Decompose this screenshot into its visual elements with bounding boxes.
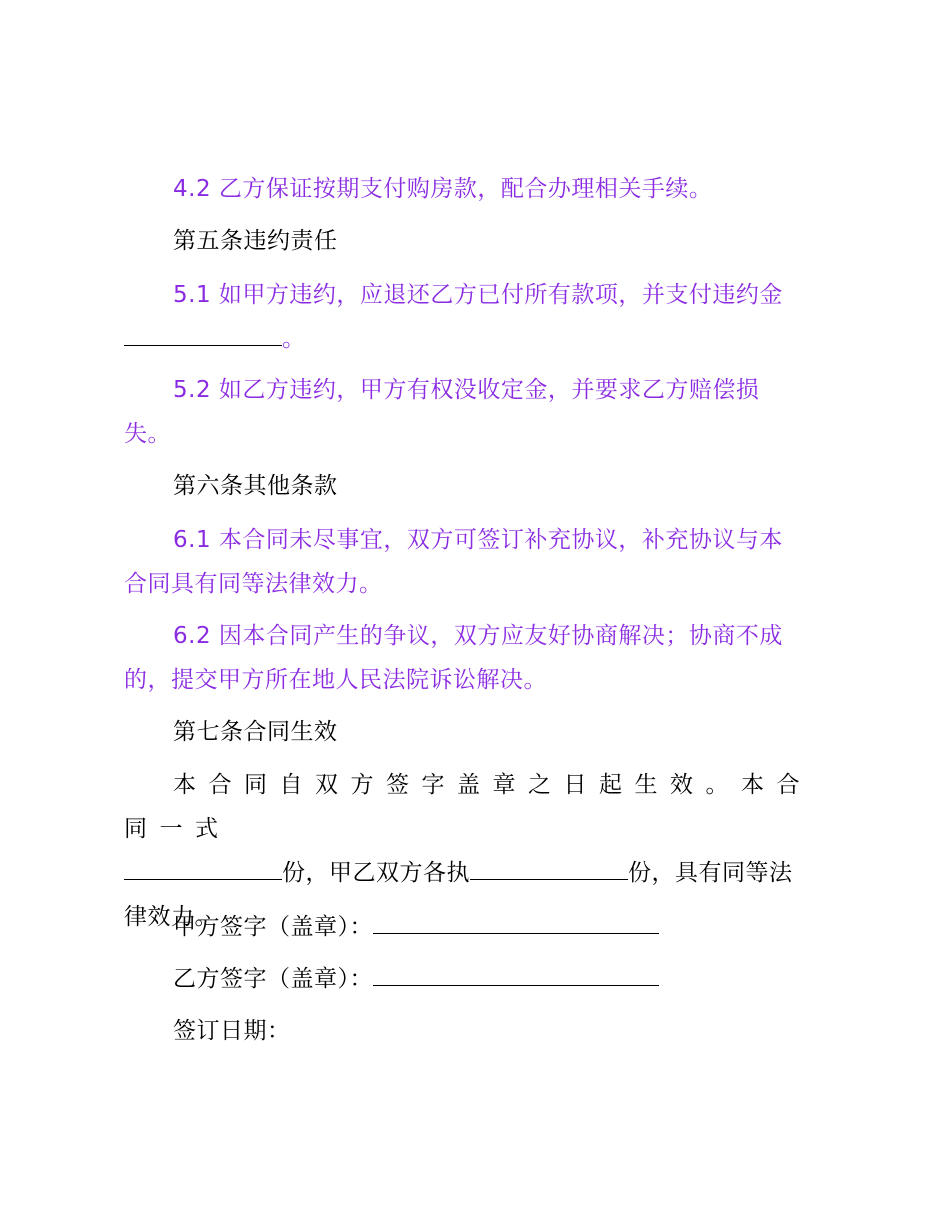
article-7-heading <box>124 710 834 754</box>
clause-6-1 <box>124 518 834 606</box>
copies-total-blank <box>124 853 282 880</box>
article-6-title: 第六条其他条款 <box>173 473 338 499</box>
party-b-signature-label: 乙方签字（盖章）： <box>173 966 373 992</box>
clause-4-2 <box>124 167 834 211</box>
copies-each-blank <box>470 853 628 880</box>
party-a-signature-label: 甲方签字（盖章）： <box>173 914 373 940</box>
clause-6-1-line2: 合同具有同等法律效力。 <box>124 571 383 597</box>
party-b-signature-line <box>373 959 659 986</box>
clause-7-line1: 本合同自双方签字盖章之日起生效。本合同一式 <box>124 772 812 842</box>
clause-6-2-line2: 的，提交甲方所在地人民法院诉讼解决。 <box>124 667 547 693</box>
clause-5-1-end: 。 <box>282 326 306 352</box>
clause-5-2-line2: 失。 <box>124 421 171 447</box>
signing-date <box>124 1009 834 1053</box>
clause-5-2 <box>124 368 834 456</box>
article-7-title: 第七条合同生效 <box>173 719 338 745</box>
clause-6-2 <box>124 614 834 702</box>
clause-7-copies-text: 份，甲乙双方各执 <box>282 860 470 886</box>
clause-6-1-line1: 6.1 本合同未尽事宜，双方可签订补充协议，补充协议与本 <box>173 527 783 553</box>
article-5-heading <box>124 219 834 263</box>
clause-5-2-line1: 5.2 如乙方违约，甲方有权没收定金，并要求乙方赔偿损 <box>173 377 760 403</box>
clause-6-2-line1: 6.2 因本合同产生的争议，双方应友好协商解决；协商不成 <box>173 623 783 649</box>
article-5-title: 第五条违约责任 <box>173 228 338 254</box>
party-b-signature <box>124 957 834 1001</box>
clause-5-1 <box>124 273 834 361</box>
clause-7-equal-text: 份，具有同等法 <box>628 860 793 886</box>
clause-4-2-text: 4.2 乙方保证按期支付购房款，配合办理相关手续。 <box>173 176 713 202</box>
article-6-heading <box>124 464 834 508</box>
signing-date-label: 签订日期： <box>173 1018 291 1044</box>
penalty-amount-blank <box>124 319 282 346</box>
clause-7-line3: 律效力。 <box>124 904 218 930</box>
clause-5-1-text: 5.1 如甲方违约，应退还乙方已付所有款项，并支付违约金 <box>173 282 783 308</box>
party-a-signature-line <box>373 907 659 934</box>
party-a-signature <box>124 905 834 949</box>
